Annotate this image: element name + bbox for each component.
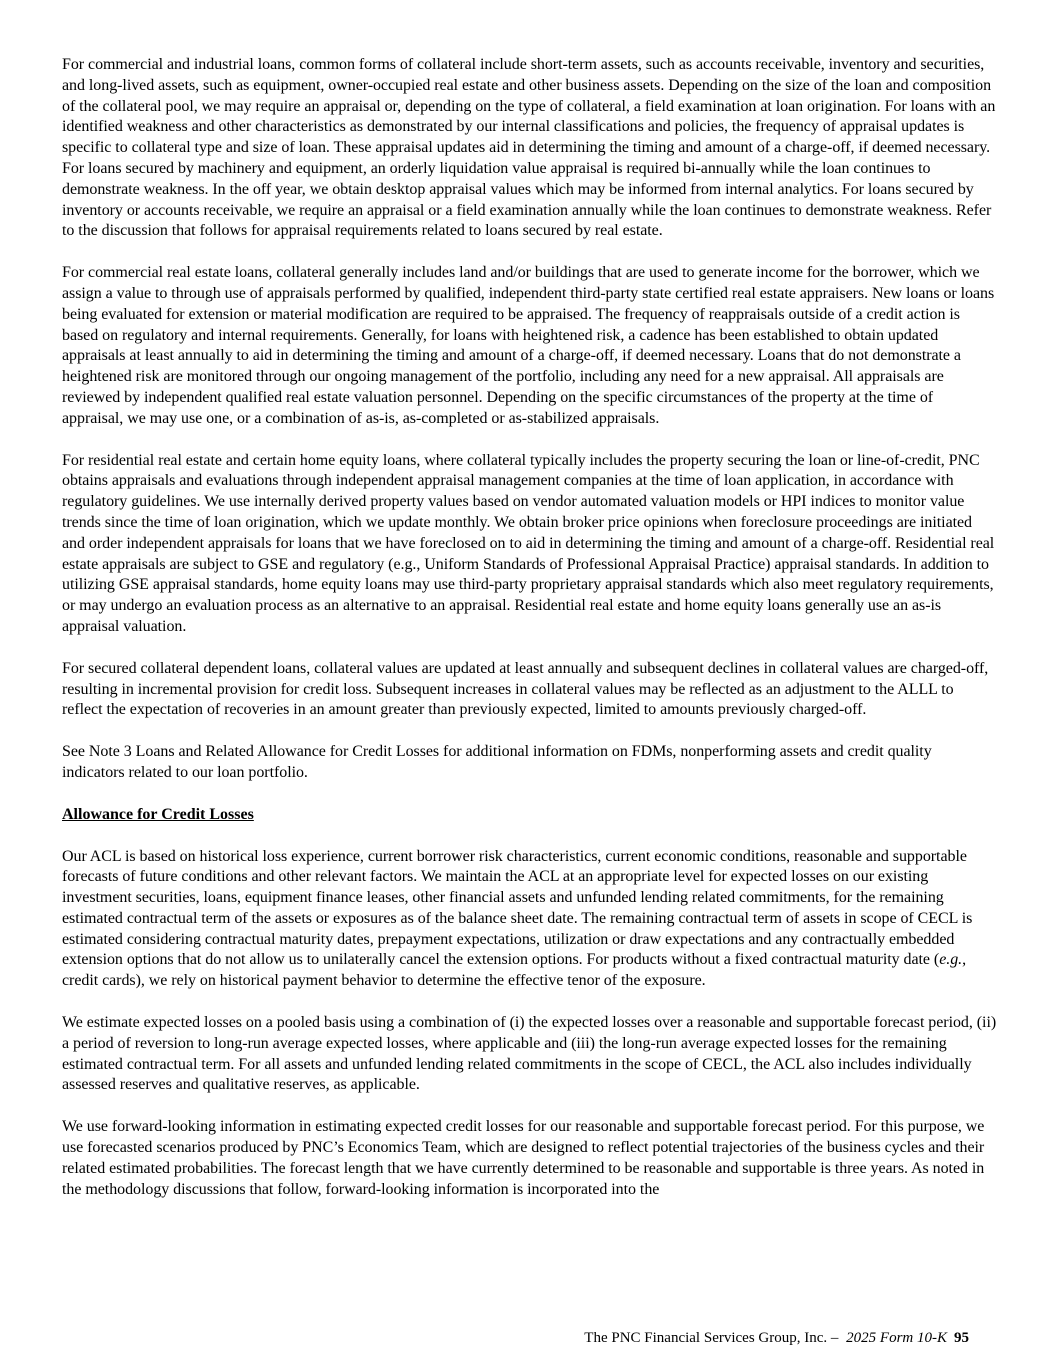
italic-abbreviation: e.g.	[939, 951, 963, 969]
paragraph-acl-overview	[62, 847, 998, 993]
paragraph-text: , credit cards), we rely on historical payment behavior to determine the effective tenor of the exposure.	[62, 951, 967, 990]
section-heading-allowance-for-credit-losses: Allowance for Credit Losses	[62, 805, 254, 823]
footer-page-number: 95	[954, 1330, 969, 1347]
footer-form-label: 2025 Form 10-K	[846, 1330, 947, 1347]
paragraph-see-note-3: See Note 3 Loans and Related Allowance for Credit Losses for additional information on FDMs, nonperforming assets and credit quality indicators related to our loan portfolio.	[62, 743, 932, 781]
paragraph-commercial-industrial-loans: For commercial and industrial loans, common forms of collateral include short-term assets, such as accounts receivable, inventory and securities, and long-lived assets, such as equipment, owner-occupied real estate and other business assets. Depending on the size of the loan and composition of the collateral pool, we may require an appraisal or, depending on the type of collateral, a field examination at loan origination. For loans with an identified weakness and other characteristics as demonstrated by our internal classifications and policies, the frequency of appraisal updates is specific to collateral type and size of loan. These appraisal updates aid in determining the timing and amount of a charge-off, if deemed necessary. For loans secured by machinery and equipment, an orderly liquidation value appraisal is required bi-annually while the loan continues to demonstrate weakness. In the off year, we obtain desktop appraisal values which may be informed from internal analytics. For loans secured by inventory or accounts receivable, we require an appraisal or a field examination annually while the loan continues to demonstrate weakness. Refer to the discussion that follows for appraisal requirements related to loans secured by real estate.	[62, 56, 996, 240]
paragraph-text: Our ACL is based on historical loss experience, current borrower risk characteristics, current economic conditions, reasonable and supportable forecasts of future conditions and other relevant factors. We maintain the ACL at an appropriate level for expected losses on our existing investment securities, loans, equipment finance leases, other financial assets and unfunded lending related commitments, for the remaining estimated contractual term of the assets or exposures as of the balance sheet date. The remaining contractual term of assets in scope of CECL is estimated considering contractual maturity dates, prepayment expectations, utilization or draw expectations and any contractually embedded extension options that do not allow us to unilaterally cancel the extension options. For products without a fixed contractual maturity date (	[62, 847, 973, 969]
paragraph-secured-collateral-dependent-loans: For secured collateral dependent loans, collateral values are updated at least annually and subsequent declines in collateral values are charged-off, resulting in incremental provision for credit loss. Subsequent increases in collateral values may be reflected as an adjustment to the ALLL to reflect the expectation of recoveries in an amount greater than previously expected, limited to amounts previously charged-off.	[62, 659, 989, 719]
paragraph-pooled-basis: We estimate expected losses on a pooled basis using a combination of (i) the expected losses over a reasonable and supportable forecast period, (ii) a period of reversion to long-run average expected losses, where applicable and (iii) the long-run average expected losses for the remaining estimated contractual term. For all assets and unfunded lending related commitments in the scope of CECL, the ACL also includes individually assessed reserves and qualitative reserves, as applicable.	[62, 1014, 997, 1094]
paragraph-residential-real-estate-loans: For residential real estate and certain home equity loans, where collateral typically includes the property securing the loan or line-of-credit, PNC obtains appraisals and evaluations through independent appraisal management companies at the time of loan application, in accordance with regulatory guidelines. We use internally derived property values based on vendor automated valuation models or HPI indices to monitor value trends since the time of loan origination, which we update monthly. We obtain broker price opinions when foreclosure proceedings are initiated and order independent appraisals for loans that we have foreclosed on to aid in determining the timing and amount of a charge-off. Residential real estate appraisals are subject to GSE and regulatory (e.g., Uniform Standards of Professional Appraisal Practice) appraisal standards. In addition to utilizing GSE appraisal standards, home equity loans may use third-party proprietary appraisal standards which also meet regulatory requirements, or may undergo an evaluation process as an alternative to an appraisal. Residential real estate and home equity loans generally use an as-is appraisal valuation.	[62, 451, 995, 635]
paragraph-forward-looking: We use forward-looking information in estimating expected credit losses for our reasonable and supportable forecast period. For this purpose, we use forecasted scenarios produced by PNC’s Economics Team, which are designed to reflect potential trajectories of the business cycles and their related estimated probabilities. The forecast length that we have currently determined to be reasonable and supportable is three years. As noted in the methodology discussions that follow, forward-looking information is incorporated into the	[62, 1118, 985, 1198]
paragraph-commercial-real-estate-loans: For commercial real estate loans, collateral generally includes land and/or buildings that are used to generate income for the borrower, which we assign a value to through use of appraisals performed by qualified, independent third-party state certified real estate appraisers. New loans or loans being evaluated for extension or material modification are required to be appraised. The frequency of reappraisals outside of a credit action is based on regulatory and internal requirements. Generally, for loans with heightened risk, a cadence has been established to obtain updated appraisals at least annually to aid in determining the timing and amount of a charge-off, if deemed necessary. Loans that do not demonstrate a heightened risk are monitored through our ongoing management of the portfolio, including any need for a new appraisal. All appraisals are reviewed by independent qualified real estate valuation personnel. Depending on the specific circumstances of the property at the time of appraisal, we may use one, or a combination of as-is, as-completed or as-stabilized appraisals.	[62, 264, 995, 427]
page-footer	[584, 1328, 969, 1349]
footer-company-text: The PNC Financial Services Group, Inc. –	[584, 1330, 843, 1347]
